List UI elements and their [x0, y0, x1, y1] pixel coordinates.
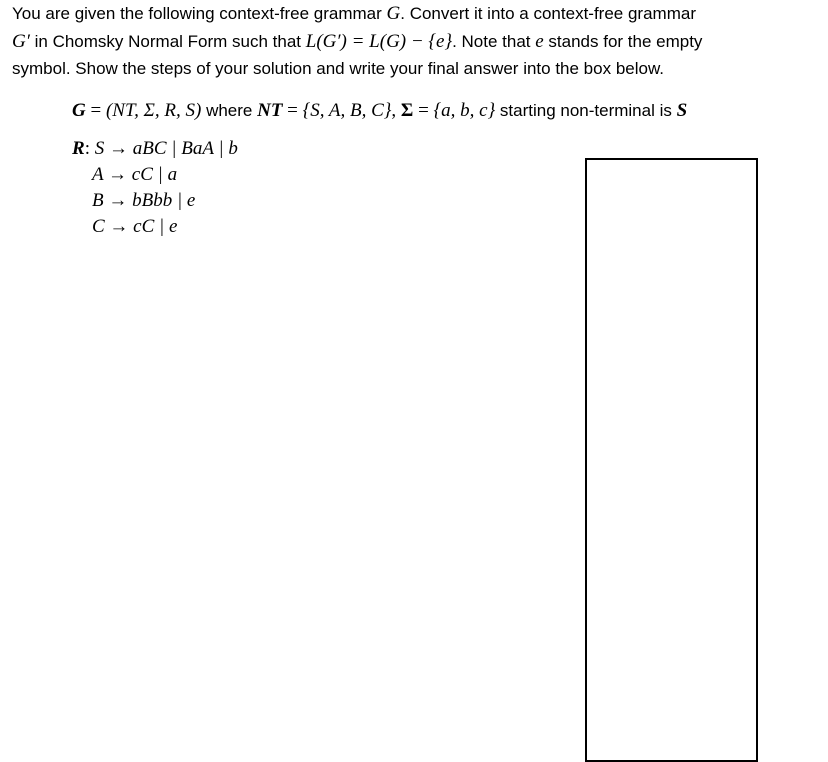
production-rule: R: S → aBC | BaA | b	[72, 138, 238, 159]
answer-box[interactable]	[585, 158, 758, 762]
start-symbol: S	[676, 100, 688, 121]
question-line-1: You are given the following context-free grammar G. Convert it into a context-free grammar	[12, 3, 696, 24]
grammar-definition: G = (NT, Σ, R, S) where NT = {S, A, B, C}, Σ = {a, b, c} starting non-terminal is S	[72, 100, 688, 121]
question-paragraph	[12, 0, 818, 83]
nonterminal-set: {S, A, B, C}	[302, 100, 392, 121]
terminal-set: {a, b, c}	[433, 100, 496, 121]
language-expression: L(G′) = L(G) − {e}	[305, 30, 453, 52]
question-line-2: G′ in Chomsky Normal Form such that L(G′) = L(G) − {e}. Note that e stands for the empty	[12, 30, 703, 52]
question-line-3: symbol. Show the steps of your solution and write your final answer into the box below.	[12, 59, 665, 78]
production-rule: A → cC | a	[92, 164, 178, 185]
grammar-tuple: (NT, Σ, R, S)	[105, 100, 202, 121]
production-rule: B → bBbb | e	[92, 190, 196, 211]
production-rule: C → cC | e	[92, 216, 178, 237]
production-rules	[72, 136, 238, 240]
